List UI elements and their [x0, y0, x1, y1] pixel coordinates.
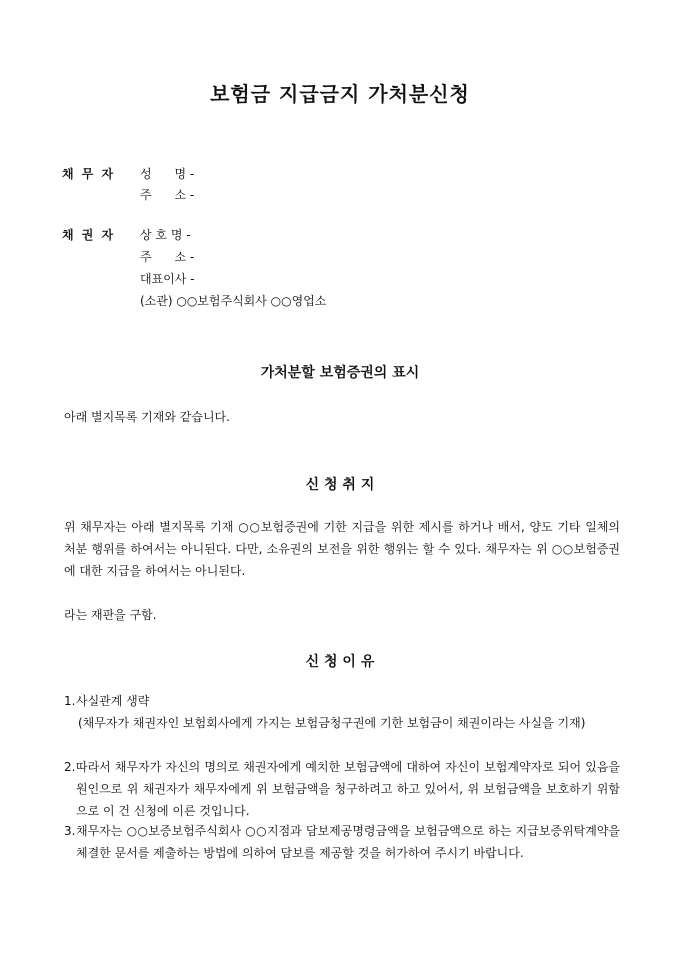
creditor-label: 채 권 자 — [62, 228, 116, 242]
purpose-heading: 신 청 취 지 — [305, 477, 375, 493]
purpose-closing: 라는 재판을 구함. — [64, 608, 157, 622]
display-text: 아래 별지목록 기재와 같습니다. — [64, 410, 230, 424]
reason-item-text: 채무자는 ○○보증보험주식회사 ○○지점과 담보제공명령금액을 보험금액으로 하는 지급보증위탁계약을 체결한 문서를 제출하는 방법에 의하여 담보를 제공할 것을 허가하여 주시기 바랍니다. — [76, 824, 620, 860]
creditor-company-field: 상 호 명 - — [140, 228, 191, 242]
creditor-jurisdiction: (소관) ○○보험주식회사 ○○영업소 — [140, 294, 327, 308]
purpose-text: 위 채무자는 아래 별지목록 기재 ○○보험증권에 기한 지급을 위한 제시를 하거나 배서, 양도 기타 일체의 처분 행위를 하여서는 아니된다. 다만, 소유권의 보전을 위한 행위는 할 수 있다. 채무자는 위 ○○보험증권에 대한 지급을 하여서는 아니된다. — [64, 520, 620, 578]
reason-item-number: 2. — [64, 760, 76, 774]
debtor-label: 채 무 자 — [62, 167, 116, 181]
debtor-name-field: 성 명 - — [140, 167, 195, 181]
reason-heading: 신 청 이 유 — [305, 654, 375, 670]
debtor-address-field: 주 소 - — [140, 188, 195, 202]
reason-item-text: 따라서 채무자가 자신의 명의로 채권자에게 예치한 보험금액에 대하여 자신이 보험계약자로 되어 있음을 원인으로 위 채권자가 채무자에게 위 보험금액을 청구하려고 하고 있어서, 위 보험금액을 보호하기 위함으로 이 건 신청에 이른 것입니다. — [76, 760, 620, 818]
display-heading: 가처분할 보험증권의 표시 — [260, 365, 420, 381]
reason-item-text: 사실관계 생략 — [76, 694, 150, 708]
reason-item-number: 3. — [64, 824, 76, 838]
document-title: 보험금 지급금지 가처분신청 — [210, 82, 470, 106]
creditor-address-field: 주 소 - — [140, 250, 195, 264]
reason-item-1-note — [78, 712, 620, 734]
creditor-ceo-field: 대표이사 - — [140, 272, 195, 286]
reason-item-note-text: (채무자가 채권자인 보험회사에게 가지는 보험금청구권에 기한 보험금이 채권이라는 사실을 기재) — [78, 716, 586, 730]
reason-item-number: 1. — [64, 694, 76, 708]
